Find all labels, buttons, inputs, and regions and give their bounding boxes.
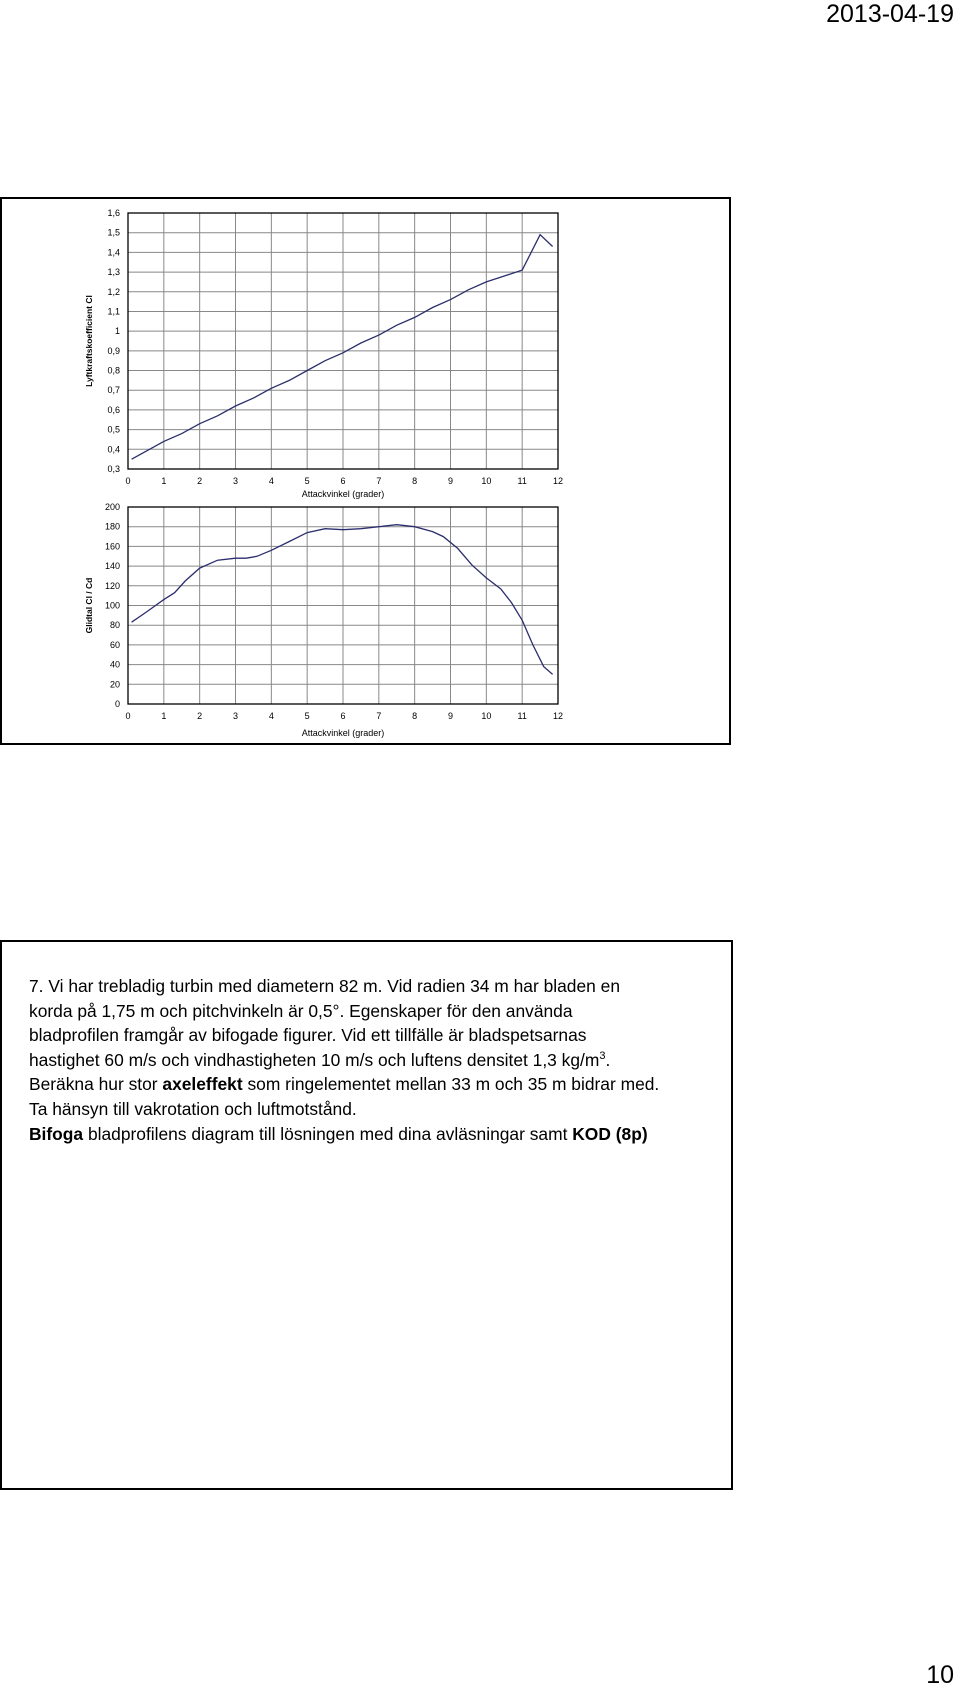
x-tick-label: 1 <box>161 476 167 486</box>
y-tick-label: 0 <box>114 699 120 709</box>
y-tick-label: 0,4 <box>107 444 120 455</box>
x-tick-label: 7 <box>376 711 382 721</box>
x-axis-label: Attackvinkel (grader) <box>301 728 385 738</box>
y-tick-label: 100 <box>104 600 120 611</box>
y-tick-label: 0,6 <box>107 404 120 415</box>
y-tick-label: 40 <box>109 659 120 670</box>
question-line-4: hastighet 60 m/s och vindhastigheten 10 m/s och luftens densitet 1,3 $kg/m^3$. <box>29 1049 611 1070</box>
page-date: 2013-04-19 <box>826 0 954 28</box>
x-tick-label: 6 <box>340 711 346 721</box>
y-tick-label: 180 <box>104 521 120 532</box>
y-tick-label: 1,1 <box>107 306 120 317</box>
y-tick-label: 1,5 <box>107 227 120 238</box>
chart-slide <box>0 197 731 745</box>
x-tick-label: 0 <box>125 711 131 721</box>
x-tick-label: 1 <box>161 711 167 721</box>
x-axis-label: Attackvinkel (grader) <box>301 489 385 499</box>
x-tick-label: 7 <box>376 476 382 486</box>
x-tick-label: 5 <box>304 476 310 486</box>
x-tick-label: 11 <box>517 711 527 721</box>
x-tick-label: 9 <box>447 711 454 721</box>
y-tick-label: 0,5 <box>107 424 120 435</box>
question-line-2: korda på 1,75 m och pitchvinkeln är 0,5°. Egenskaper för den använda <box>29 1000 573 1021</box>
y-axis-label: Lyftkraftskoefficient Cl <box>84 295 94 387</box>
y-tick-label: 1,2 <box>107 286 120 297</box>
x-tick-label: 0 <box>125 476 131 486</box>
y-tick-label: 0,9 <box>107 345 120 356</box>
y-tick-label: 0,8 <box>107 365 120 376</box>
y-tick-label: 120 <box>104 580 120 591</box>
x-tick-label: 5 <box>304 711 310 721</box>
x-tick-label: 2 <box>197 711 203 721</box>
y-tick-label: 1,6 <box>107 208 120 218</box>
x-tick-label: 8 <box>412 476 418 486</box>
series-line <box>132 235 553 460</box>
question-line-7: Bifoga bladprofilens diagram till lösningen med dina avläsningar samt KOD (8p) <box>29 1123 648 1144</box>
x-tick-label: 3 <box>232 711 239 721</box>
x-tick-label: 8 <box>412 711 418 721</box>
x-tick-label: 3 <box>232 476 239 486</box>
y-tick-label: 140 <box>104 561 120 572</box>
y-tick-label: 1 <box>114 326 120 337</box>
y-tick-label: 60 <box>109 639 120 650</box>
x-tick-label: 12 <box>552 711 564 721</box>
y-tick-label: 80 <box>109 620 120 631</box>
x-tick-label: 10 <box>481 476 492 486</box>
y-axis-label: Glidtal Cl / Cd <box>84 577 94 634</box>
x-tick-label: 12 <box>552 476 564 486</box>
x-tick-label: 4 <box>268 476 274 486</box>
x-tick-label: 4 <box>268 711 274 721</box>
x-tick-label: 11 <box>517 476 527 486</box>
x-tick-label: 2 <box>197 476 203 486</box>
kod-bold: KOD (8p) <box>572 1123 648 1144</box>
y-tick-label: 0,7 <box>107 385 120 396</box>
x-tick-label: 10 <box>481 711 492 721</box>
y-tick-label: 20 <box>109 679 120 690</box>
question-line-5: Beräkna hur stor axeleffekt som ringelementet mellan 33 m och 35 m bidrar med. <box>29 1074 660 1095</box>
y-tick-label: 0,3 <box>107 464 120 474</box>
y-tick-label: 1,4 <box>107 247 120 258</box>
x-tick-label: 9 <box>447 476 454 486</box>
page-number: 10 <box>926 1661 954 1689</box>
question-line-1: 7. Vi har trebladig turbin med diametern 82 m. Vid radien 34 m har bladen en <box>29 976 620 996</box>
y-tick-label: 200 <box>104 502 120 512</box>
x-tick-label: 6 <box>340 476 346 486</box>
y-tick-label: 1,3 <box>107 267 120 278</box>
question-text <box>29 974 729 1146</box>
question-slide <box>0 940 733 1490</box>
series-line <box>132 525 553 675</box>
chart-area <box>2 199 729 743</box>
question-line-3: bladprofilen framgår av bifogade figurer. Vid ett tillfälle är bladspetsarnas <box>29 1025 587 1046</box>
y-tick-label: 160 <box>104 541 120 552</box>
axeleffekt-bold: axeleffekt <box>162 1074 243 1095</box>
question-line-6: Ta hänsyn till vakrotation och luftmotstånd. <box>29 1098 357 1119</box>
bifoga-bold: Bifoga <box>29 1123 84 1144</box>
